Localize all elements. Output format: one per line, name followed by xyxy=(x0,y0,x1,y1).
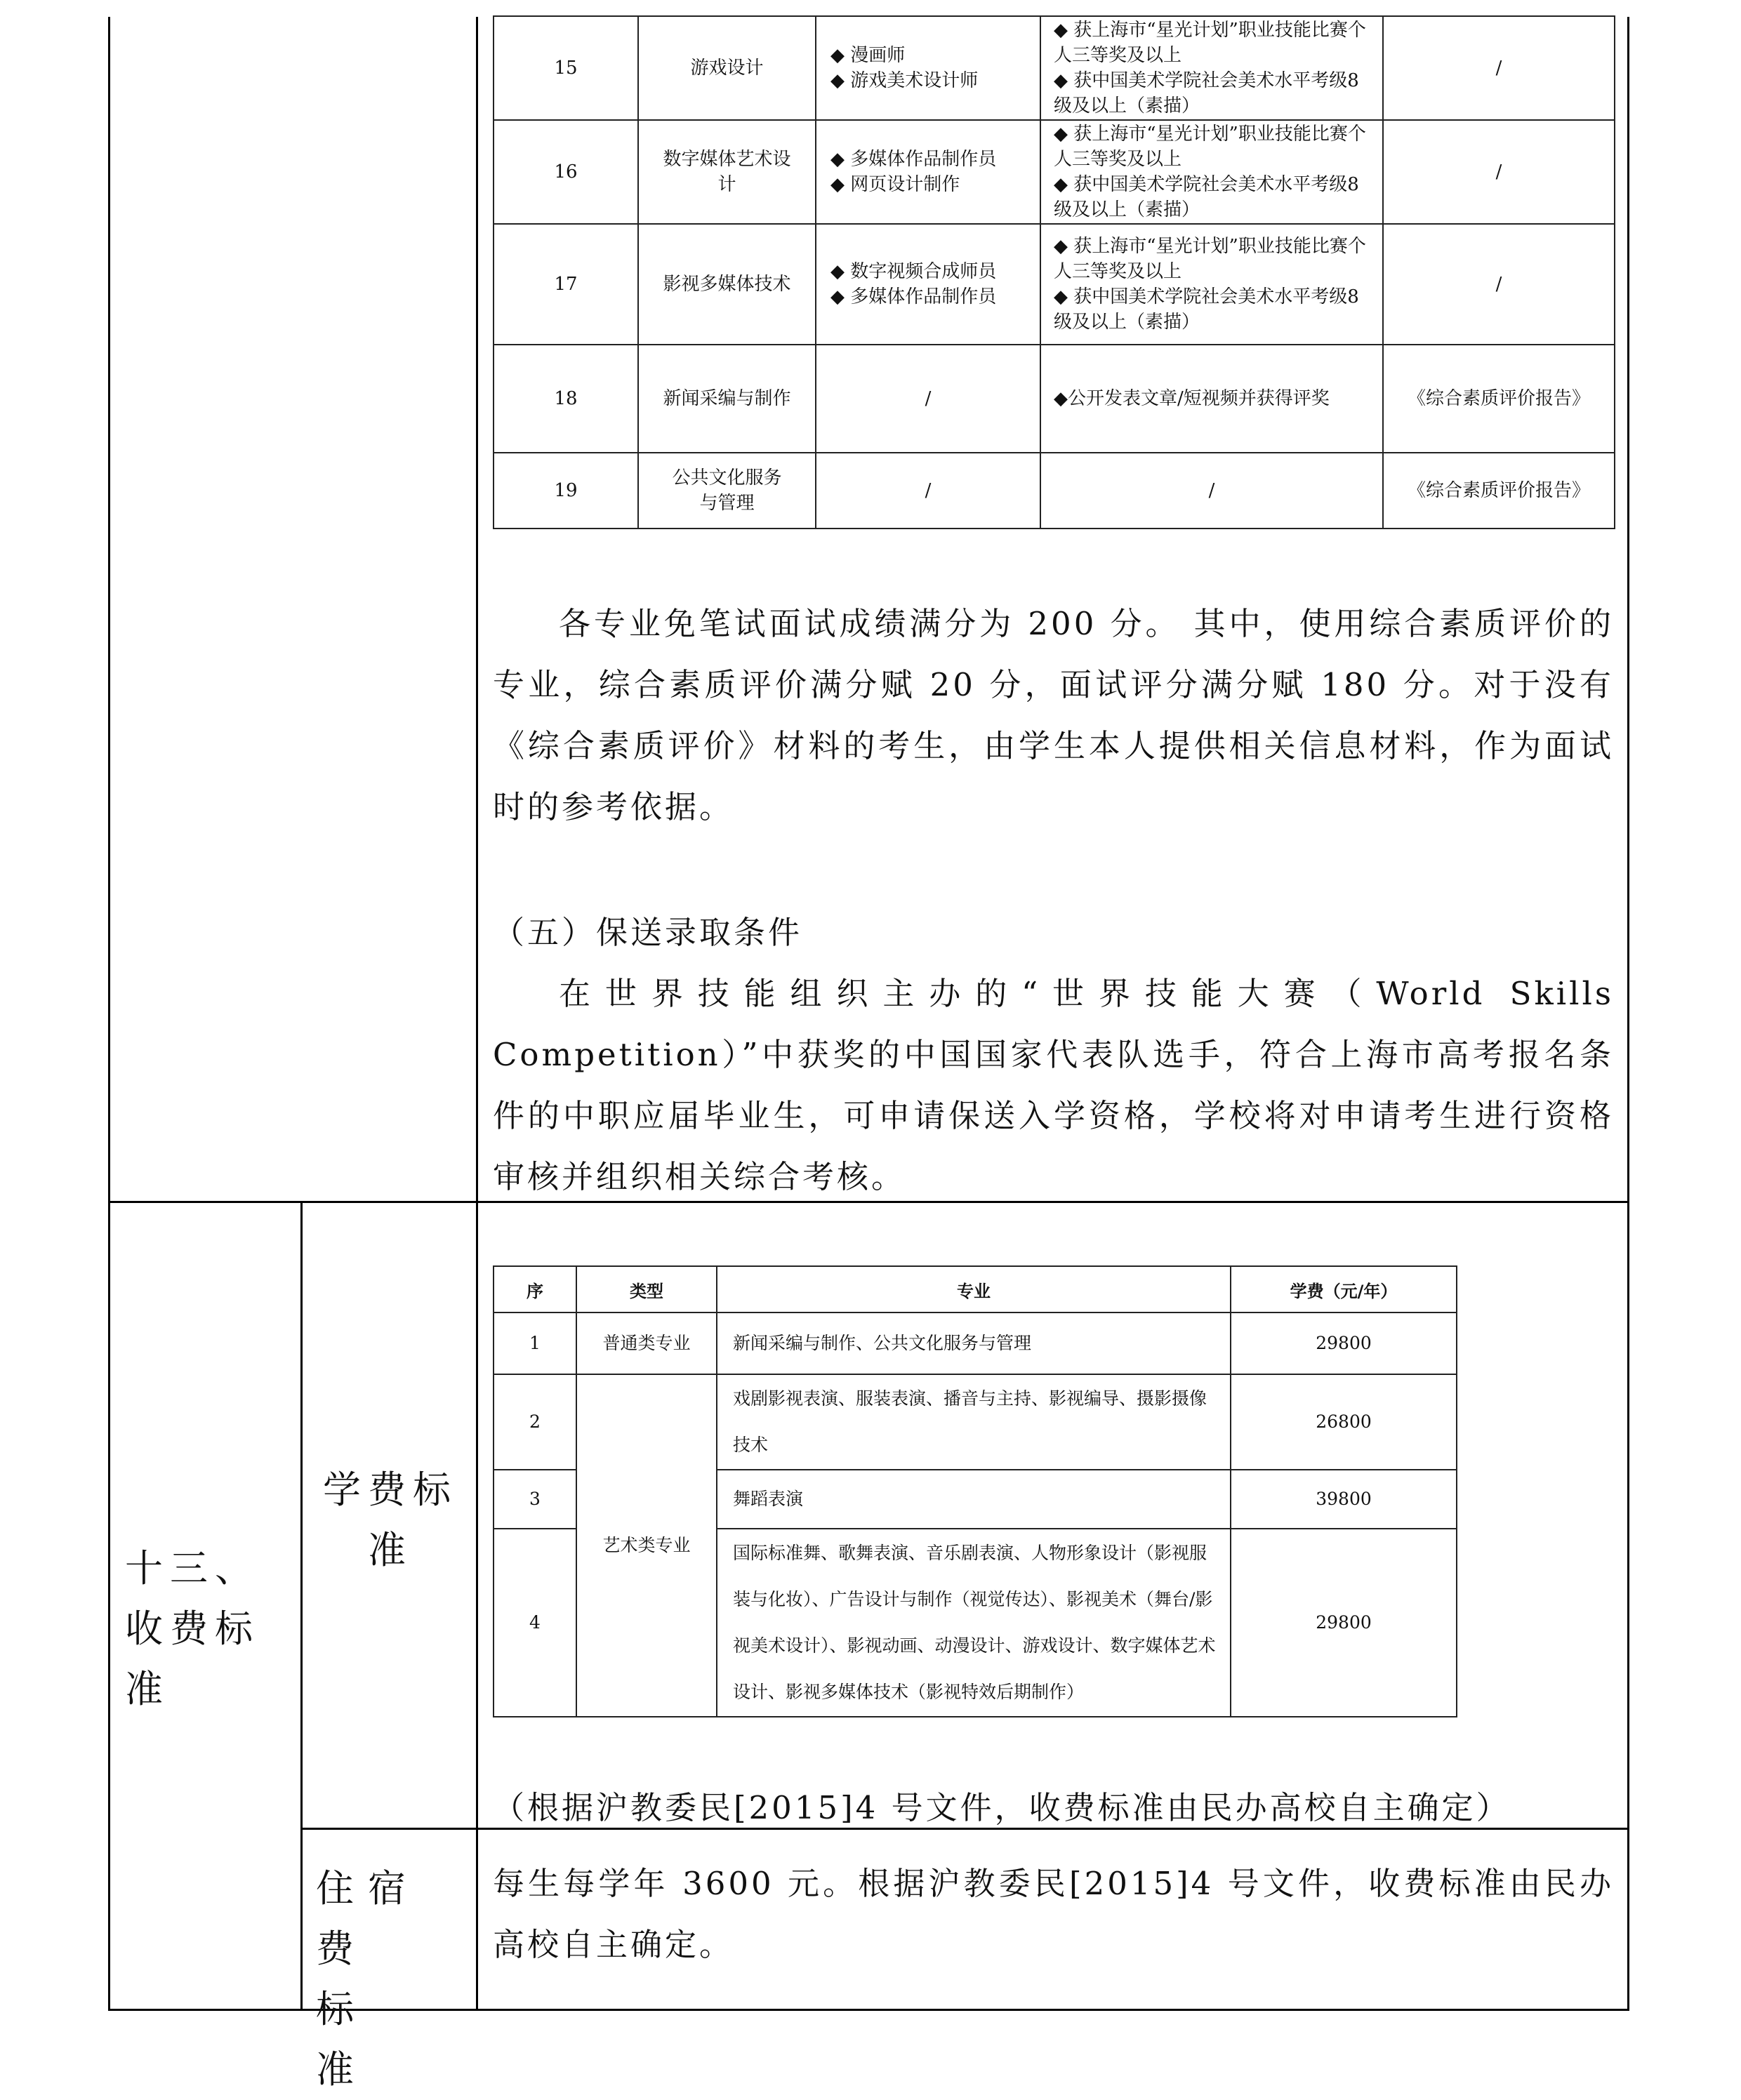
major-list: 新闻采编与制作、公共文化服务与管理 xyxy=(717,1312,1231,1374)
fee-value: 29800 xyxy=(1231,1312,1457,1374)
major-name: 新闻采编与制作 xyxy=(638,345,816,453)
certificate-cell: / xyxy=(816,453,1040,529)
list-item: ◆ 多媒体作品制作员 xyxy=(830,149,997,170)
section-five-body: 在世界技能组织主办的“世界技能大赛（World Skills Competition）”中获奖的中国国家代表队选手，符合上海市高考报名条件的中职应届毕业生，可申请保送入学资格，学校将对申请考生进行资格审核并组织相关综合考核。 xyxy=(493,975,1614,1195)
list-item: ◆ 获上海市“星光计划”职业技能比赛个人三等奖及以上 xyxy=(1054,124,1366,170)
subcategory-divider xyxy=(300,1202,303,2010)
row-number: 1 xyxy=(494,1312,576,1374)
tuition-fee-table xyxy=(493,1265,1457,1717)
table-row xyxy=(494,16,1615,120)
score-paragraph: 各专业免笔试面试成绩满分为 200 分。 其中，使用综合素质评价的专业，综合素质评价满分赋 20 分，面试评分满分赋 180 分。对于没有《综合素质评价》材料的考生，由学生本人提供相关信息材料，作为面试时的参考依据。 xyxy=(493,605,1614,825)
certificate-list xyxy=(816,16,1040,120)
certificate-list xyxy=(816,120,1040,224)
table-row xyxy=(494,1374,1457,1470)
table-row xyxy=(494,224,1615,345)
award-list xyxy=(1040,16,1383,120)
row-number: 16 xyxy=(494,120,638,224)
major-name: 数字媒体艺术设计 xyxy=(638,120,816,224)
table-row xyxy=(494,120,1615,224)
row-number: 15 xyxy=(494,16,638,120)
table-row xyxy=(494,1312,1457,1374)
row-number: 17 xyxy=(494,224,638,345)
list-item: ◆ 数字视频合成师员 xyxy=(830,261,997,282)
award-cell: ◆公开发表文章/短视频并获得评奖 xyxy=(1040,345,1383,453)
section-five-title: （五）保送录取条件 xyxy=(493,914,803,951)
material-cell: 《综合素质评价报告》 xyxy=(1383,345,1615,453)
certificate-cell: / xyxy=(816,345,1040,453)
material-cell: 《综合素质评价报告》 xyxy=(1383,453,1615,529)
table-row xyxy=(494,453,1615,529)
list-item: ◆ 获中国美术学院社会美术水平考级8级及以上（素描） xyxy=(1054,286,1359,333)
major-name: 影视多媒体技术 xyxy=(638,224,816,345)
major-name: 公共文化服务与管理 xyxy=(638,453,816,529)
list-item: ◆ 漫画师 xyxy=(830,45,906,66)
fee-value: 39800 xyxy=(1231,1470,1457,1529)
major-name: 游戏设计 xyxy=(638,16,816,120)
tuition-label: 学费标准 xyxy=(323,1468,458,1572)
list-item: ◆ 获中国美术学院社会美术水平考级8级及以上（素描） xyxy=(1054,174,1359,220)
row-number: 3 xyxy=(494,1470,576,1529)
award-list xyxy=(1040,224,1383,345)
material-cell: / xyxy=(1383,224,1615,345)
row-number: 18 xyxy=(494,345,638,453)
outer-left-border xyxy=(108,17,110,2010)
certificate-list xyxy=(816,224,1040,345)
table-header-row xyxy=(494,1266,1457,1312)
dorm-label: 住宿费 标准 xyxy=(316,1866,420,2092)
material-cell: / xyxy=(1383,120,1615,224)
major-list: 舞蹈表演 xyxy=(717,1470,1231,1529)
column-header: 类型 xyxy=(576,1266,717,1312)
major-type: 普通类专业 xyxy=(576,1312,717,1374)
fee-value: 26800 xyxy=(1231,1374,1457,1470)
column-header: 序 xyxy=(494,1266,576,1312)
dorm-fee-text: 每生每学年 3600 元。根据沪教委民[2015]4 号文件，收费标准由民办高校自主确定。 xyxy=(493,1865,1614,1963)
major-type: 艺术类专业 xyxy=(576,1374,717,1717)
fee-section-title: 十三、收费标准 xyxy=(125,1546,260,1711)
row-number: 4 xyxy=(494,1529,576,1717)
row-number: 2 xyxy=(494,1374,576,1470)
fee-value: 29800 xyxy=(1231,1529,1457,1717)
material-cell: / xyxy=(1383,16,1615,120)
fee-note: （根据沪教委民[2015]4 号文件，收费标准由民办高校自主确定） xyxy=(493,1789,1511,1826)
major-list: 国际标准舞、歌舞表演、音乐剧表演、人物形象设计（影视服装与化妆）、广告设计与制作（视觉传达）、影视美术（舞台/影视美术设计）、影视动画、动漫设计、游戏设计、数字媒体艺术设计、影视多媒体技术（影视特效后期制作） xyxy=(717,1529,1231,1717)
list-item: ◆ 多媒体作品制作员 xyxy=(830,286,997,307)
row-number: 19 xyxy=(494,453,638,529)
list-item: ◆ 游戏美术设计师 xyxy=(830,70,979,91)
major-list: 戏剧影视表演、服装表演、播音与主持、影视编导、摄影摄像技术 xyxy=(717,1374,1231,1470)
major-requirements-table xyxy=(493,15,1615,529)
list-item: ◆ 获上海市“星光计划”职业技能比赛个人三等奖及以上 xyxy=(1054,20,1366,66)
list-item: ◆ 获中国美术学院社会美术水平考级8级及以上（素描） xyxy=(1054,70,1359,117)
content-left-divider xyxy=(476,17,478,2010)
outer-right-border xyxy=(1627,17,1629,2010)
award-cell: / xyxy=(1040,453,1383,529)
award-list xyxy=(1040,120,1383,224)
table-row xyxy=(494,345,1615,453)
column-header: 学费（元/年） xyxy=(1231,1266,1457,1312)
list-item: ◆ 获上海市“星光计划”职业技能比赛个人三等奖及以上 xyxy=(1054,236,1366,282)
column-header: 专业 xyxy=(717,1266,1231,1312)
list-item: ◆ 网页设计制作 xyxy=(830,174,960,195)
